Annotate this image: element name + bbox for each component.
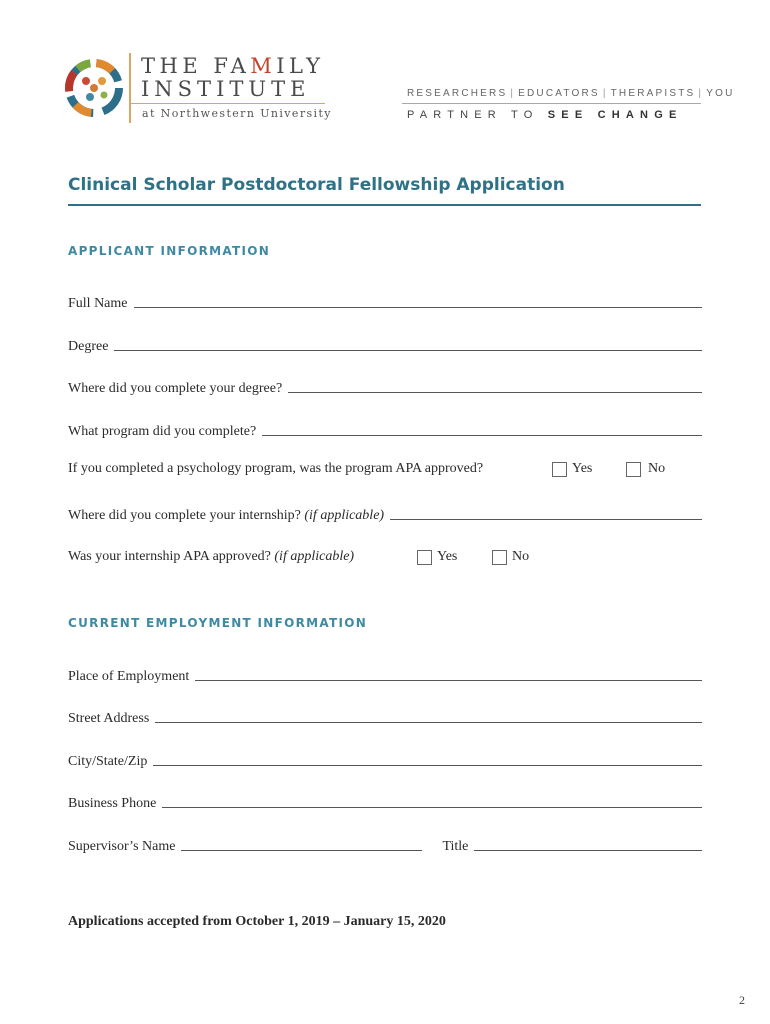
apa-program-yes-checkbox[interactable] — [552, 462, 567, 477]
supervisor-label: Supervisor’s Name — [68, 839, 176, 854]
program-label: What program did you complete? — [68, 424, 257, 439]
logo-title-line1: THE FAMILY — [141, 54, 325, 78]
street-row — [68, 705, 702, 727]
if-applicable-note: (if applicable) — [304, 508, 385, 523]
city-label: City/State/Zip — [68, 754, 148, 769]
application-dates-note: Applications accepted from October 1, 2019 – January 15, 2020 — [68, 914, 446, 929]
employment-place-label: Place of Employment — [68, 669, 190, 684]
internship-where-field[interactable] — [390, 519, 702, 520]
street-field[interactable] — [155, 722, 702, 723]
internship-apa-yes-checkbox[interactable] — [417, 550, 432, 565]
apa-program-question: If you completed a psychology program, was the program APA approved? — [68, 461, 484, 476]
degree-field[interactable] — [114, 350, 702, 351]
role-you: YOU — [706, 88, 735, 99]
logo-underline — [131, 103, 325, 104]
internship-apa-yes-label: Yes — [437, 549, 458, 564]
degree-row — [68, 333, 702, 355]
tagline: PARTNER TO SEE CHANGE — [407, 109, 683, 121]
program-row — [68, 418, 702, 440]
full-name-row — [68, 290, 702, 312]
title-divider — [68, 204, 701, 206]
role-educators: EDUCATORS — [518, 88, 600, 99]
internship-apa-label: Was your internship APA approved? (if applicable) — [68, 549, 355, 564]
title-field[interactable] — [474, 850, 702, 851]
role-therapists: THERAPISTS — [610, 88, 696, 99]
role-researchers: RESEARCHERS — [407, 88, 508, 99]
logo-subtitle: at Northwestern University — [142, 107, 332, 120]
city-field[interactable] — [153, 765, 702, 766]
page-number: 2 — [739, 993, 745, 1007]
full-name-label: Full Name — [68, 296, 128, 311]
page-title: Clinical Scholar Postdoctoral Fellowship Application — [68, 175, 565, 195]
roles-line: RESEARCHERS | EDUCATORS | THERAPISTS | YOU — [407, 88, 735, 99]
roles-divider — [402, 103, 701, 104]
logo-divider — [129, 53, 131, 123]
phone-field[interactable] — [162, 807, 702, 808]
degree-where-label: Where did you complete your degree? — [68, 381, 283, 396]
family-institute-logo-icon — [64, 57, 124, 119]
degree-label: Degree — [68, 339, 109, 354]
street-label: Street Address — [68, 711, 150, 726]
logo-title-line2: INSTITUTE — [141, 77, 311, 101]
apa-program-yes-label: Yes — [572, 461, 593, 476]
phone-row — [68, 790, 702, 812]
internship-apa-no-checkbox[interactable] — [492, 550, 507, 565]
city-row — [68, 748, 702, 770]
degree-where-row — [68, 375, 702, 397]
apa-program-row — [68, 461, 702, 481]
supervisor-field[interactable] — [181, 850, 422, 851]
full-name-field[interactable] — [134, 307, 703, 308]
if-applicable-note-2: (if applicable) — [274, 549, 355, 564]
internship-where-row — [68, 502, 702, 524]
program-field[interactable] — [262, 435, 702, 436]
apa-program-no-checkbox[interactable] — [626, 462, 641, 477]
section-heading-employment: CURRENT EMPLOYMENT INFORMATION — [68, 616, 368, 630]
supervisor-row — [68, 833, 702, 855]
employment-place-row — [68, 663, 702, 685]
apa-program-no-label: No — [648, 461, 666, 476]
section-heading-applicant: APPLICANT INFORMATION — [68, 244, 271, 258]
phone-label: Business Phone — [68, 796, 157, 811]
internship-where-label: Where did you complete your internship? (if applicable) — [68, 508, 385, 523]
internship-apa-no-label: No — [512, 549, 530, 564]
internship-apa-row — [68, 549, 702, 569]
title-label: Title — [442, 839, 469, 854]
employment-place-field[interactable] — [195, 680, 702, 681]
degree-where-field[interactable] — [288, 392, 702, 393]
